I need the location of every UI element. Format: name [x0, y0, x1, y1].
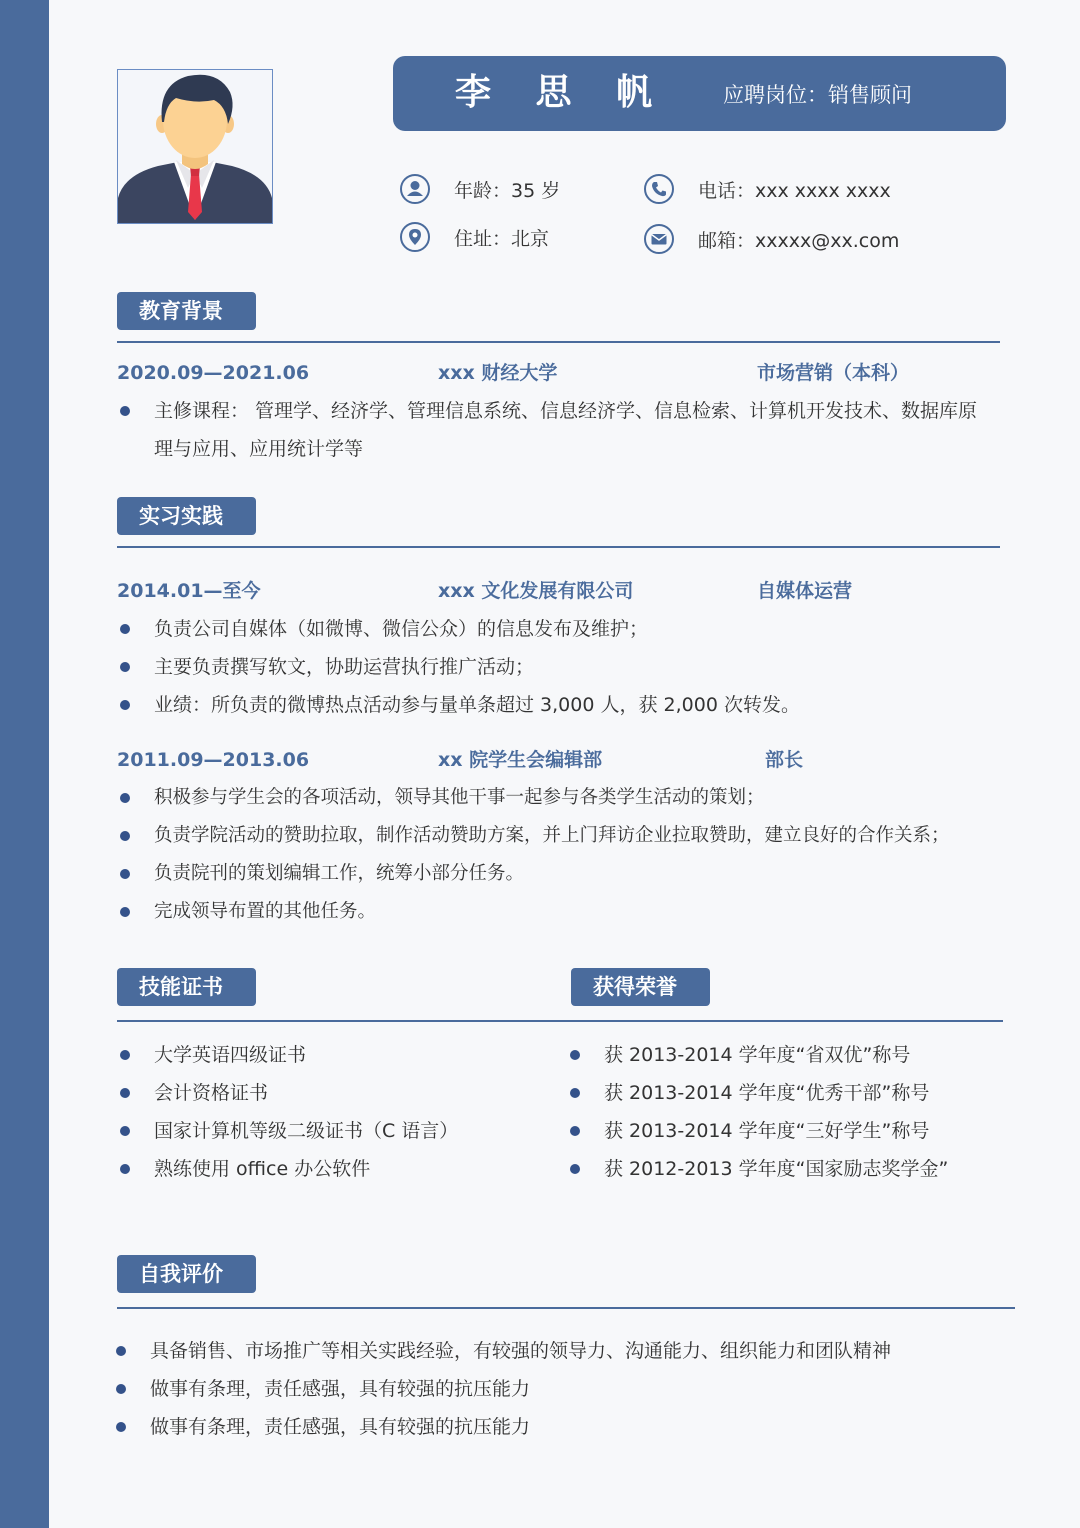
- list-item: 国家计算机等级二级证书（C 语言）: [117, 1112, 537, 1150]
- address-text: 住址：北京: [454, 227, 550, 250]
- list-item: 获 2012-2013 学年度“国家励志奖学金”: [567, 1150, 1007, 1188]
- education-courses: 主修课程： 管理学、经济学、管理信息系统、信息经济学、信息检索、计算机开发技术、数据库原理与应用、应用统计学等: [117, 392, 987, 468]
- practice-entry-2-list: [117, 779, 1037, 931]
- list-item: 做事有条理，责任感强，具有较强的抗压能力: [113, 1408, 1013, 1446]
- profile-photo: [117, 69, 273, 224]
- candidate-name: 李 思 帆: [455, 72, 669, 113]
- email-info: [644, 224, 899, 254]
- email-text: 邮箱：xxxxx@xx.com: [698, 229, 900, 252]
- age-info: [400, 174, 560, 204]
- applied-position: 应聘岗位：销售顾问: [723, 83, 912, 107]
- practice-entry-2-role: 部长: [765, 749, 804, 771]
- list-item: 负责院刊的策划编辑工作，统筹小部分任务。: [117, 855, 1037, 893]
- list-item: 获 2013-2014 学年度“省双优”称号: [567, 1036, 1007, 1074]
- practice-entry-1-org: xxx 文化发展有限公司: [438, 580, 634, 602]
- practice-entry-1-role: 自媒体运营: [757, 580, 853, 602]
- list-item: 会计资格证书: [117, 1074, 537, 1112]
- list-item: 做事有条理，责任感强，具有较强的抗压能力: [113, 1370, 1013, 1408]
- self-eval-list: [113, 1332, 1013, 1446]
- self-eval-section-title: 自我评价: [117, 1255, 256, 1293]
- skills-list: [117, 1036, 537, 1188]
- education-section-title: 教育背景: [117, 292, 256, 330]
- practice-entry-2-header: [117, 747, 1000, 773]
- address-info: [400, 222, 549, 252]
- left-accent-bar: [0, 0, 49, 1528]
- list-item: 负责学院活动的赞助拉取，制作活动赞助方案，并上门拜访企业拉取赞助，建立良好的合作关系；: [117, 817, 1037, 855]
- practice-entry-1-header: [117, 578, 1000, 604]
- practice-entry-1-list: [117, 610, 1017, 724]
- practice-entry-2-date: 2011.09—2013.06: [117, 749, 310, 771]
- education-entry-header: [117, 360, 1000, 386]
- list-item: 熟练使用 office 办公软件: [117, 1150, 537, 1188]
- list-item: 获 2013-2014 学年度“三好学生”称号: [567, 1112, 1007, 1150]
- list-item: 负责公司自媒体（如微博、微信公众）的信息发布及维护；: [117, 610, 1017, 648]
- list-item: 业绩：所负责的微博热点活动参与量单条超过 3,000 人，获 2,000 次转发。: [117, 686, 1017, 724]
- list-item: 获 2013-2014 学年度“优秀干部”称号: [567, 1074, 1007, 1112]
- list-item: 主要负责撰写软文，协助运营执行推广活动；: [117, 648, 1017, 686]
- honors-section-title: 获得荣誉: [571, 968, 710, 1006]
- list-item: 完成领导布置的其他任务。: [117, 893, 1037, 931]
- list-item: 大学英语四级证书: [117, 1036, 537, 1074]
- education-divider: [117, 341, 1000, 343]
- envelope-icon: [644, 224, 674, 254]
- name-banner: [393, 56, 1006, 131]
- practice-entry-1-date: 2014.01—至今: [117, 580, 261, 602]
- education-major: 市场营销（本科）: [757, 362, 910, 384]
- education-school: xxx 财经大学: [438, 362, 558, 384]
- list-item: 具备销售、市场推广等相关实践经验，有较强的领导力、沟通能力、组织能力和团队精神: [113, 1332, 1013, 1370]
- phone-text: 电话：xxx xxxx xxxx: [698, 179, 891, 202]
- practice-divider: [117, 546, 1000, 548]
- phone-info: [644, 174, 891, 204]
- phone-icon: [644, 174, 674, 204]
- education-course-list: [117, 392, 987, 468]
- practice-section-title: 实习实践: [117, 497, 256, 535]
- honors-list: [567, 1036, 1007, 1188]
- age-text: 年龄：35 岁: [454, 179, 561, 202]
- list-item: 积极参与学生会的各项活动，领导其他干事一起参与各类学生活动的策划；: [117, 779, 1037, 817]
- self-eval-divider: [117, 1307, 1015, 1309]
- education-date: 2020.09—2021.06: [117, 362, 310, 384]
- person-icon: [400, 174, 430, 204]
- skills-section-title: 技能证书: [117, 968, 256, 1006]
- location-pin-icon: [400, 222, 430, 252]
- skills-honors-divider: [117, 1020, 1003, 1022]
- practice-entry-2-org: xx 院学生会编辑部: [438, 749, 603, 771]
